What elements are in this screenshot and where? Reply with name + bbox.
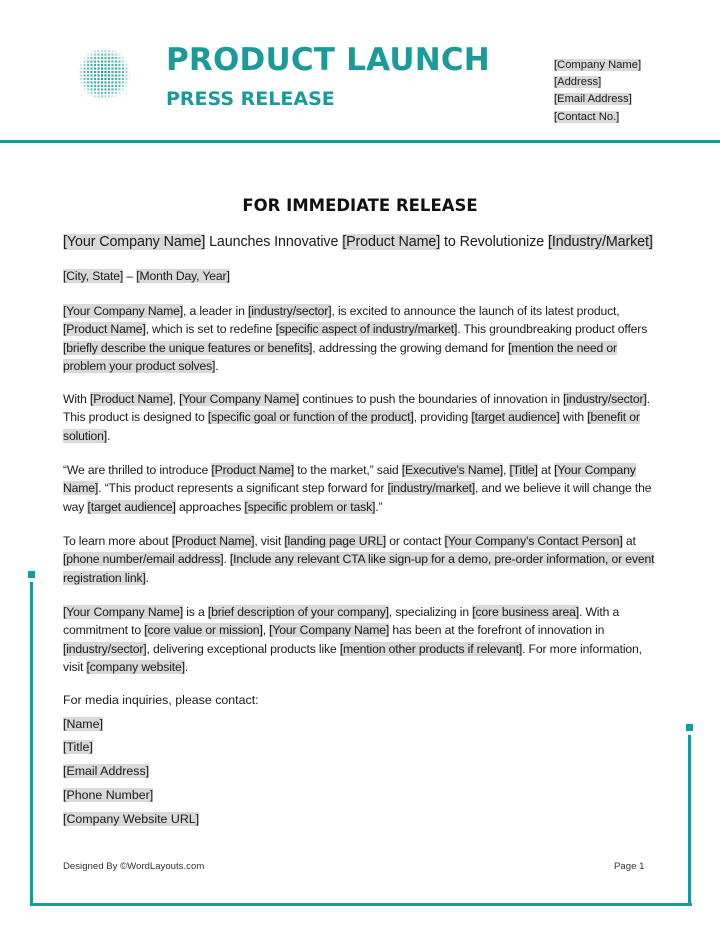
placeholder[interactable]: [landing page URL]: [284, 534, 386, 548]
placeholder[interactable]: [mention other products if relevant]: [339, 641, 523, 656]
media-contact-block: [63, 689, 259, 831]
email-field[interactable]: [Email Address]: [554, 93, 632, 106]
placeholder[interactable]: [Your Company's Contact Person]: [444, 534, 623, 548]
placeholder[interactable]: [core business area]: [472, 605, 579, 619]
document-title: PRODUCT LAUNCH: [166, 42, 490, 78]
placeholder[interactable]: [benefit or solution]: [63, 410, 640, 443]
placeholder[interactable]: [Your Company Name]: [63, 463, 636, 496]
placeholder[interactable]: [Your Company Name]: [179, 392, 300, 406]
media-title-field[interactable]: [Title]: [63, 740, 93, 755]
sender-contact-block: [554, 57, 641, 126]
placeholder[interactable]: [Product Name]: [211, 463, 294, 477]
placeholder[interactable]: [Product Name]: [342, 234, 441, 250]
paragraph-intro: [Your Company Name], a leader in [industry/sector], is excited to announce the launch of its latest product, [Product Name], which is set to redefine [specific aspect of industry/market]. This groundbreaking product offers [briefly describe the unique features or benefits], addressing the growing demand for [mention the need or problem your product solves].: [63, 304, 648, 373]
placeholder[interactable]: [brief description of your company]: [207, 605, 389, 619]
placeholder[interactable]: [Product Name]: [171, 534, 255, 548]
frame-left-line: [30, 582, 33, 906]
placeholder[interactable]: [industry/sector]: [563, 392, 647, 406]
placeholder[interactable]: [target audience]: [471, 410, 560, 425]
placeholder[interactable]: [Your Company Name]: [63, 234, 206, 250]
placeholder[interactable]: [City, State]: [63, 269, 124, 283]
paragraph-quote: “We are thrilled to introduce [Product Name] to the market,” said [Executive's Name], [Title] at [Your Company Name]. “This product represents a significant step forward for [industry/market], and we believe it will change the way [target audience] approaches [specific problem or task].”: [63, 463, 652, 514]
placeholder[interactable]: [industry/sector]: [247, 304, 332, 318]
placeholder[interactable]: [industry/sector]: [63, 641, 147, 656]
footer-credit: Designed By ©WordLayouts.com: [63, 861, 205, 872]
paragraph-details: With [Product Name], [Your Company Name] continues to push the boundaries of innovation in [industry/sector]. This product is designed to [specific goal or function of the product], providing [target audience] with [benefit or solution].: [63, 392, 650, 443]
page-number: Page 1: [614, 861, 645, 872]
placeholder[interactable]: [company website]: [86, 659, 185, 674]
placeholder[interactable]: [Industry/Market]: [548, 234, 653, 250]
dateline: [City, State] – [Month Day, Year]: [63, 269, 230, 283]
halftone-logo-icon: [76, 46, 132, 102]
placeholder[interactable]: [Title]: [509, 463, 538, 477]
placeholder[interactable]: [Your Company Name]: [63, 605, 183, 619]
frame-corner-square-right: [686, 724, 693, 731]
placeholder[interactable]: [Your Company Name]: [269, 623, 390, 638]
header-divider: [0, 140, 720, 143]
frame-bottom-line: [30, 903, 692, 906]
paragraph-cta: To learn more about [Product Name], visit [landing page URL] or contact [Your Company's Contact Person] at [phone number/email address]. [Include any relevant CTA like sign-up for a demo, pre-order information, or event registration link].: [63, 534, 655, 585]
placeholder[interactable]: [Include any relevant CTA like sign-up for a demo, pre-order information, or event registration link]: [63, 552, 655, 585]
company-name-field[interactable]: [Company Name]: [554, 59, 642, 71]
media-intro: For media inquiries, please contact:: [63, 693, 259, 707]
placeholder[interactable]: [phone number/email address]: [63, 552, 224, 567]
document-subtitle: PRESS RELEASE: [166, 88, 335, 110]
frame-corner-square-left: [28, 571, 35, 578]
placeholder[interactable]: [specific goal or function of the product]: [207, 410, 414, 425]
placeholder[interactable]: [Product Name]: [90, 392, 173, 406]
media-name-field[interactable]: [Name]: [63, 716, 103, 731]
placeholder[interactable]: [specific problem or task]: [244, 499, 376, 514]
placeholder[interactable]: [mention the need or problem your product solves]: [63, 340, 617, 373]
placeholder[interactable]: [Your Company Name]: [63, 304, 183, 318]
frame-right-line: [688, 735, 691, 906]
contact-no-field[interactable]: [Contact No.]: [554, 110, 620, 123]
placeholder[interactable]: [Month Day, Year]: [136, 269, 230, 283]
placeholder[interactable]: [Product Name]: [63, 322, 146, 337]
placeholder[interactable]: [Executive's Name]: [401, 463, 503, 477]
address-field[interactable]: [Address]: [554, 76, 602, 89]
placeholder[interactable]: [target audience]: [87, 499, 176, 514]
placeholder[interactable]: [specific aspect of industry/market]: [275, 322, 458, 337]
paragraph-about-company: [Your Company Name] is a [brief description of your company], specializing in [core business area]. With a commitment to [core value or mission], [Your Company Name] has been at the forefront of innovation in [industry/sector], delivering exceptional products like [mention other products if relevant]. For more information, visit [company website].: [63, 605, 642, 674]
placeholder[interactable]: [industry/market]: [387, 481, 476, 496]
headline: [Your Company Name] Launches Innovative [Product Name] to Revolutionize [Industry/Market]: [63, 234, 653, 250]
placeholder[interactable]: [core value or mission]: [144, 623, 263, 638]
placeholder[interactable]: [briefly describe the unique features or benefits]: [63, 340, 313, 355]
media-phone-field[interactable]: [Phone Number]: [63, 787, 154, 802]
media-website-field[interactable]: [Company Website URL]: [63, 811, 200, 826]
media-email-field[interactable]: [Email Address]: [63, 764, 150, 779]
release-label: FOR IMMEDIATE RELEASE: [242, 196, 478, 215]
